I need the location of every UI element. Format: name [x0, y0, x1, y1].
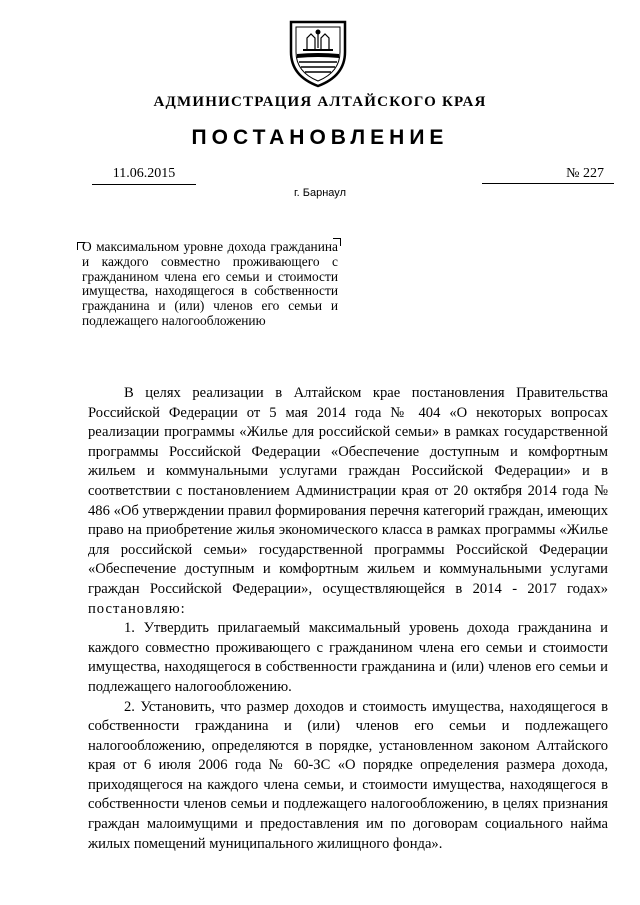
issue-city: г. Барнаул [294, 187, 346, 199]
preamble-paragraph [88, 384, 608, 619]
document-type: ПОСТАНОВЛЕНИЕ [191, 126, 449, 149]
document-date: 11.06.2015 [92, 166, 196, 185]
document-number: № 227 [482, 166, 614, 184]
document-body [88, 384, 608, 854]
document-subject: О максимальном уровне дохода гражданина и каждого совместно проживающего с гражданином члена его семьи и стоимости имущества, находящегося в собственности гражданина и (или) членов его семьи и подлежащего налогообложению [82, 239, 338, 328]
resolve-word: постановляю: [88, 600, 186, 617]
coat-of-arms-icon [285, 14, 351, 88]
item-1: 1. Утвердить прилагаемый максимальный уровень дохода гражданина и каждого совместно проживающего с гражданином члена его семьи и стоимости имущества, находящегося в собственности гражданина и (или) членов его семьи и подлежащего налогообложению. [88, 620, 608, 695]
issuing-authority: АДМИНИСТРАЦИЯ АЛТАЙСКОГО КРАЯ [153, 94, 487, 110]
preamble-text: В целях реализации в Алтайском крае постановления Правительства Российской Федерации от 5 мая 2014 года № 404 «О некоторых вопросах реализации программы «Жилье для российской семьи» в рамках государственной программы Российской Федерации «Обеспечение доступным и комфортным жильем и коммунальными услугами граждан Российской Федерации» и в соответствии с постановлением Администрации края от 20 октября 2014 года № 486 «Об утверждении правил формирования перечня категорий граждан, имеющих право на приобретение жилья экономического класса в рамках программы «Жилье для российской семьи» государственной программы Российской Федерации «Обеспечение доступным и комфортным жильем и коммунальными услугами граждан Российской Федерации», осуществляющейся в 2014 - 2017 годах» [88, 385, 608, 597]
item-2: 2. Установить, что размер доходов и стоимость имущества, находящегося в собственности гражданина и (или) членов его семьи и подлежащего налогообложению, определяются в порядке, установленном законом Алтайского края от 6 июля 2006 года № 60-ЗС «О порядке определения размера дохода, приходящегося на каждого члена семьи, и стоимости имущества, находящегося в собственности членов семьи и подлежащего налогообложению, в целях признания граждан малоимущими и предоставления им по договорам социального найма жилых помещений муниципального жилищного фонда». [88, 698, 608, 852]
